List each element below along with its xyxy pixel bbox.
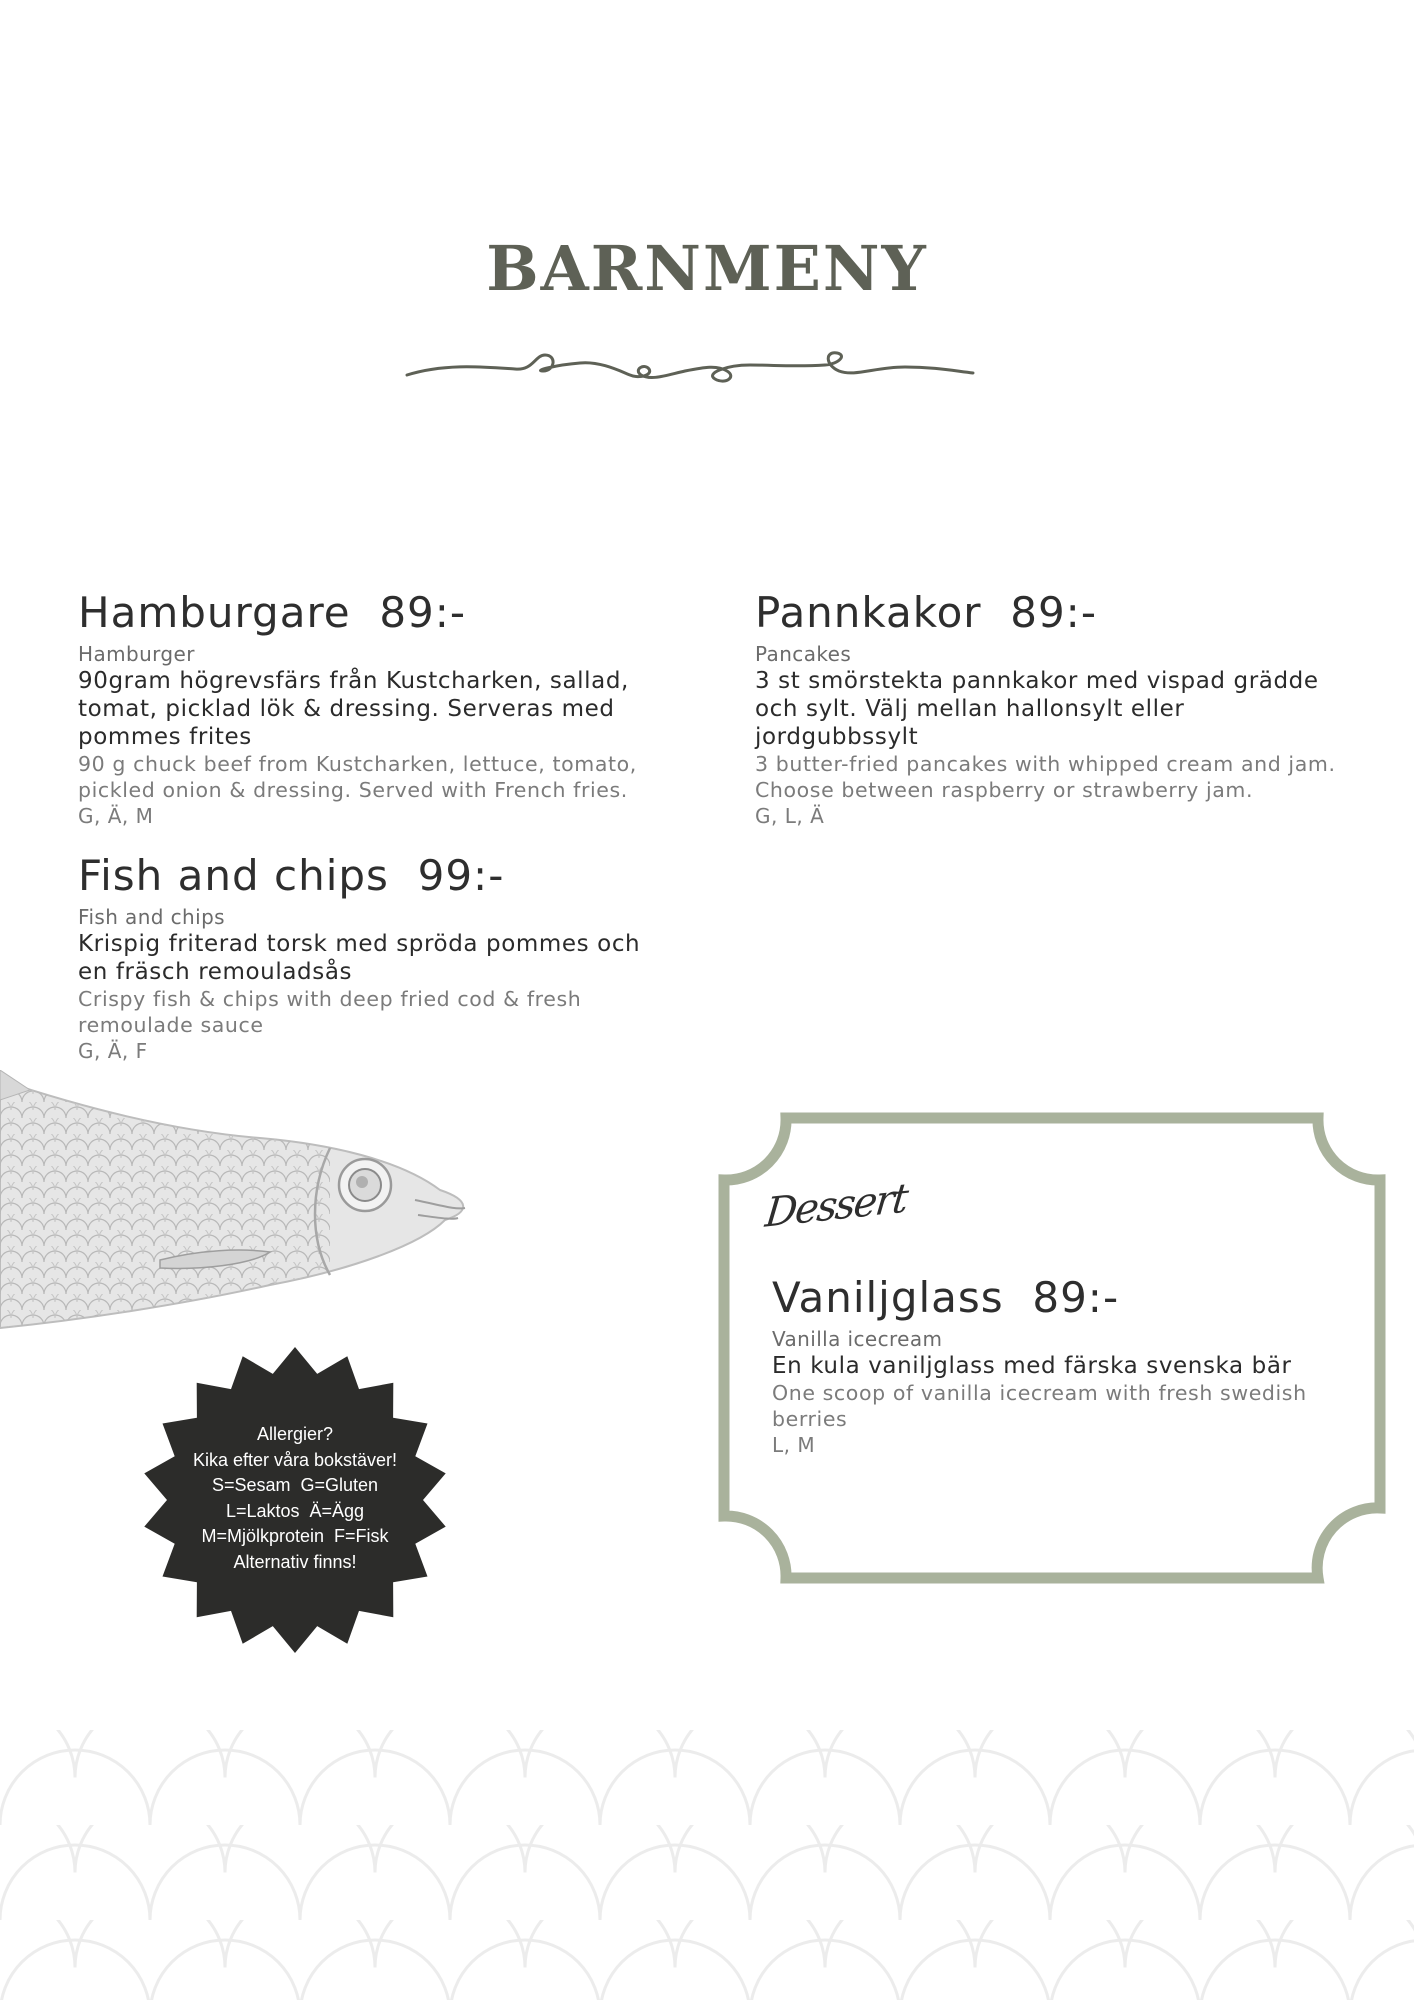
item-allergens: G, Ä, F bbox=[78, 1039, 148, 1063]
item-description-en: 90 g chuck beef from Kustcharken, lettuce, tomato, pickled onion & dressing. Served with French fries. bbox=[78, 752, 637, 802]
herring-illustration-icon bbox=[0, 1070, 480, 1340]
badge-line: Alternativ finns! bbox=[233, 1551, 357, 1572]
item-name-en: Hamburger bbox=[78, 642, 195, 666]
badge-line: L=Laktos Ä=Ägg bbox=[225, 1500, 365, 1521]
item-description-sv: 90gram högrevsfärs från Kustcharken, sallad, tomat, picklad lök & dressing. Serveras med pommes frites bbox=[78, 668, 629, 750]
flourish-divider-icon bbox=[405, 345, 975, 387]
item-name-en: Pancakes bbox=[755, 642, 852, 666]
item-allergens: G, L, Ä bbox=[755, 804, 825, 828]
item-name-en: Vanilla icecream bbox=[772, 1327, 943, 1351]
menu-item-hamburgare bbox=[78, 585, 668, 829]
page-title: BARNMENY bbox=[486, 232, 928, 305]
menu-item-fish-and-chips bbox=[78, 848, 668, 1064]
item-description-sv: Krispig friterad torsk med spröda pommes och en fräsch remouladsås bbox=[78, 931, 641, 985]
item-name: Hamburgare 89:- bbox=[78, 588, 467, 637]
badge-line: Allergier? bbox=[256, 1424, 334, 1444]
menu-item-vaniljglass bbox=[772, 1270, 1342, 1458]
dessert-heading: Dessert bbox=[763, 1175, 909, 1237]
item-allergens: G, Ä, M bbox=[78, 804, 154, 828]
badge-line: S=Sesam G=Gluten bbox=[211, 1475, 379, 1495]
badge-line: M=Mjölkprotein F=Fisk bbox=[201, 1526, 389, 1546]
item-description-en: Crispy fish & chips with deep fried cod & fresh remoulade sauce bbox=[78, 987, 582, 1037]
item-description-en: 3 butter-fried pancakes with whipped cream and jam. Choose between raspberry or strawberry jam. bbox=[755, 752, 1336, 802]
item-description-en: One scoop of vanilla icecream with fresh swedish berries bbox=[772, 1381, 1307, 1431]
item-description-sv: En kula vaniljglass med färska svenska bär bbox=[772, 1353, 1292, 1379]
item-name: Vaniljglass 89:- bbox=[772, 1273, 1120, 1322]
scallop-pattern-icon bbox=[0, 1730, 1414, 2000]
item-name: Fish and chips 99:- bbox=[78, 851, 505, 900]
menu-item-pannkakor bbox=[755, 585, 1345, 829]
item-allergens: L, M bbox=[772, 1433, 816, 1457]
badge-line: Kika efter våra bokstäver! bbox=[192, 1449, 398, 1470]
item-name-en: Fish and chips bbox=[78, 905, 225, 929]
item-description-sv: 3 st smörstekta pannkakor med vispad grädde och sylt. Välj mellan hallonsylt eller jordgubbssylt bbox=[755, 668, 1319, 750]
item-name: Pannkakor 89:- bbox=[755, 588, 1097, 637]
allergy-badge-text bbox=[150, 1422, 440, 1575]
